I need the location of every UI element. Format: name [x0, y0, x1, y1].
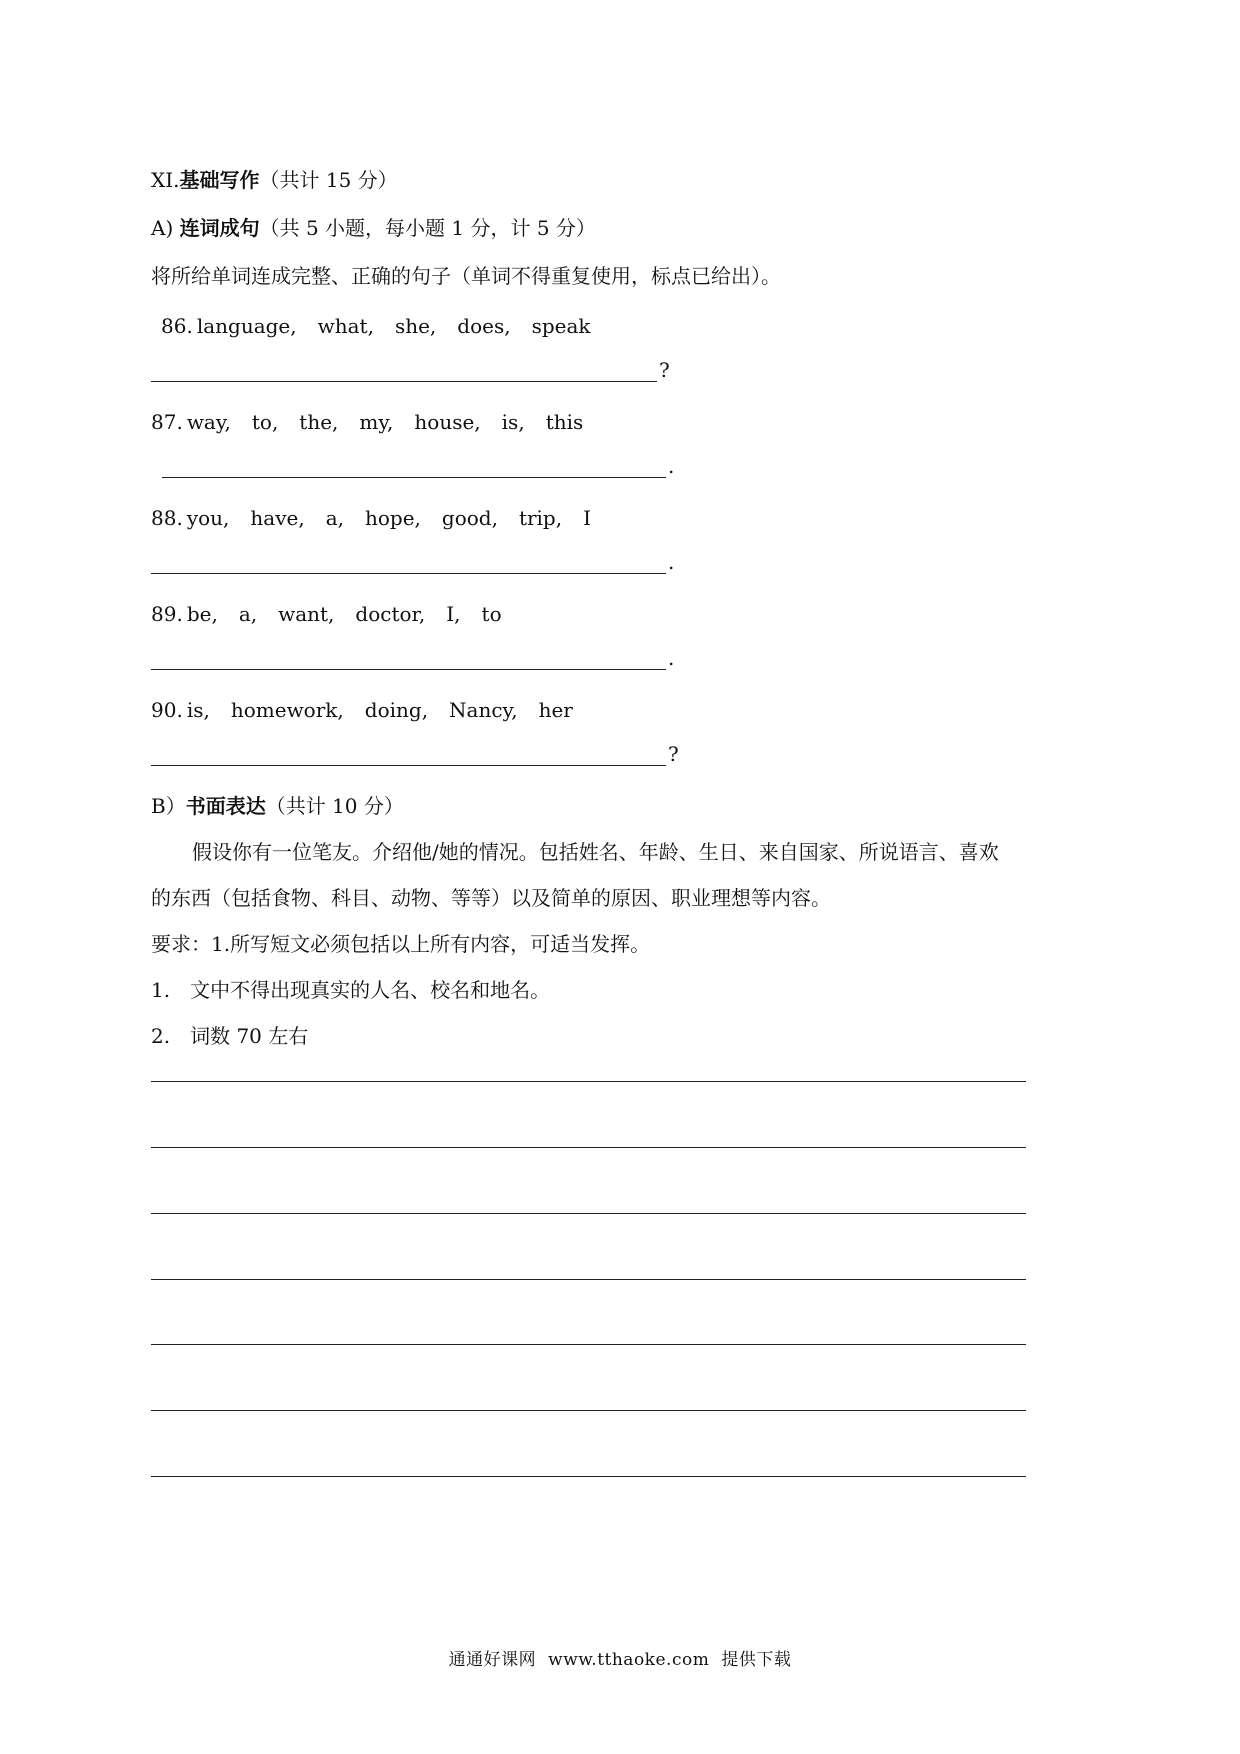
composition-line-2[interactable] — [151, 1147, 1026, 1148]
footer-url[interactable]: www.tthaoke.com — [548, 1650, 710, 1670]
part-a-heading — [151, 214, 596, 242]
question-number: 90. — [151, 698, 183, 722]
word: hope, — [364, 506, 421, 530]
answer-rule — [151, 765, 666, 766]
word: I, — [446, 602, 461, 626]
composition-line-1[interactable] — [151, 1081, 1026, 1082]
word: homework, — [230, 698, 344, 722]
word: to, — [251, 410, 279, 434]
question-90 — [151, 696, 594, 724]
word: trip, — [518, 506, 563, 530]
question-89 — [151, 600, 523, 628]
word: way, — [186, 410, 231, 434]
word: my, — [359, 410, 394, 434]
word: this — [545, 410, 584, 434]
question-86 — [161, 312, 612, 340]
word: the, — [299, 410, 339, 434]
word: what, — [317, 314, 374, 338]
footer-suffix: 提供下载 — [721, 1650, 792, 1670]
question-number: 87. — [151, 410, 183, 434]
end-punctuation: ? — [668, 742, 679, 766]
word: want, — [278, 602, 335, 626]
writing-requirement: 要求：1.所写短文必须包括以上所有内容，可适当发挥。 — [151, 932, 651, 956]
answer-line-90[interactable] — [151, 744, 681, 772]
end-punctuation: . — [668, 646, 675, 670]
answer-rule — [151, 573, 666, 574]
word: is, — [186, 698, 210, 722]
question-number: 88. — [151, 506, 183, 530]
part-a-title: 连词成句 — [179, 216, 260, 240]
word: doctor, — [355, 602, 426, 626]
writing-prompt-line-2: 的东西（包括食物、科目、动物、等等）以及简单的原因、职业理想等内容。 — [151, 886, 831, 910]
section-title — [151, 166, 398, 194]
question-88 — [151, 504, 612, 532]
word: house, — [414, 410, 481, 434]
end-punctuation: . — [668, 550, 675, 574]
word: speak — [531, 314, 591, 338]
word: you, — [186, 506, 230, 530]
word: a, — [325, 506, 344, 530]
part-b-label: B） — [151, 794, 186, 818]
word: is, — [501, 410, 525, 434]
answer-line-87[interactable] — [162, 456, 682, 484]
page-footer — [0, 1645, 1240, 1670]
part-a-instruction: 将所给单词连成完整、正确的句子（单词不得重复使用，标点已给出）。 — [151, 264, 781, 288]
word: good, — [441, 506, 498, 530]
end-punctuation: ? — [659, 358, 670, 382]
section-title-score: （共计 15 分） — [259, 168, 398, 192]
word: her — [538, 698, 573, 722]
part-b-title: 书面表达 — [185, 794, 266, 818]
writing-requirement-2: 2. 词数 70 左右 — [151, 1024, 309, 1048]
answer-rule — [162, 477, 666, 478]
part-b-heading — [151, 792, 404, 820]
writing-prompt-line-1: 假设你有一位笔友。介绍他/她的情况。包括姓名、年龄、生日、来自国家、所说语言、喜欢 — [192, 840, 999, 864]
word: does, — [457, 314, 511, 338]
composition-line-3[interactable] — [151, 1213, 1026, 1214]
section-title-main: 基础写作 — [179, 168, 260, 192]
part-a-score: （共 5 小题，每小题 1 分，计 5 分） — [259, 216, 596, 240]
word: a, — [238, 602, 258, 626]
question-number: 89. — [151, 602, 183, 626]
composition-line-4[interactable] — [151, 1279, 1026, 1280]
writing-requirement-1: 1. 文中不得出现真实的人名、校名和地名。 — [151, 978, 551, 1002]
answer-line-86[interactable] — [151, 360, 671, 388]
composition-line-7[interactable] — [151, 1476, 1026, 1477]
end-punctuation: . — [668, 454, 675, 478]
composition-line-5[interactable] — [151, 1344, 1026, 1345]
part-a-label: A) — [151, 216, 174, 240]
answer-rule — [151, 381, 657, 382]
answer-rule — [151, 669, 666, 670]
word: I — [583, 506, 591, 530]
composition-line-6[interactable] — [151, 1410, 1026, 1411]
word: Nancy, — [449, 698, 518, 722]
answer-line-89[interactable] — [151, 648, 681, 676]
question-number: 86. — [161, 314, 193, 338]
question-87 — [151, 408, 604, 436]
word: she, — [394, 314, 437, 338]
word: be, — [186, 602, 218, 626]
answer-line-88[interactable] — [151, 552, 681, 580]
word: language, — [196, 314, 297, 338]
word: doing, — [364, 698, 429, 722]
section-title-prefix: XI. — [151, 168, 180, 192]
part-b-score: （共计 10 分） — [265, 794, 404, 818]
word: to — [481, 602, 502, 626]
footer-site-name: 通通好课网 — [448, 1650, 537, 1670]
word: have, — [250, 506, 305, 530]
